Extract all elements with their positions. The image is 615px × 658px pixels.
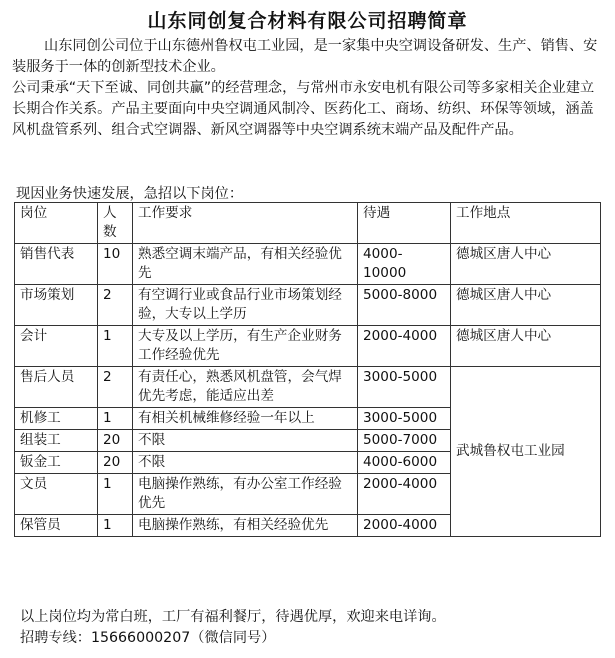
footer — [20, 607, 446, 649]
cell-location-merged: 武城鲁权屯工业园 — [451, 367, 601, 537]
cell-requirements: 有相关机械维修经验一年以上 — [133, 408, 358, 430]
cell-position: 市场策划 — [15, 285, 98, 326]
header-position: 岗位 — [15, 203, 98, 244]
job-table — [14, 202, 601, 537]
cell-location: 德城区唐人中心 — [451, 326, 601, 367]
header-count: 人数 — [98, 203, 133, 244]
cell-count: 1 — [98, 408, 133, 430]
cell-location: 德城区唐人中心 — [451, 285, 601, 326]
cell-count: 10 — [98, 244, 133, 285]
cell-salary: 4000-10000 — [358, 244, 451, 285]
cell-requirements: 不限 — [133, 452, 358, 474]
table-row — [15, 285, 601, 326]
cell-salary: 4000-6000 — [358, 452, 451, 474]
cell-salary: 5000-7000 — [358, 430, 451, 452]
cell-location: 德城区唐人中心 — [451, 244, 601, 285]
cell-salary: 3000-5000 — [358, 408, 451, 430]
hotline-label: 招聘专线： — [20, 630, 91, 646]
cell-salary: 5000-8000 — [358, 285, 451, 326]
footer-note: 以上岗位均为常白班，工厂有福利餐厅，待遇优厚，欢迎来电详询。 — [20, 609, 446, 625]
cell-position: 机修工 — [15, 408, 98, 430]
cell-requirements: 熟悉空调末端产品，有相关经验优先 — [133, 244, 358, 285]
cell-count: 1 — [98, 474, 133, 515]
cell-count: 20 — [98, 430, 133, 452]
intro-paragraph-2: 公司秉承“天下至诚、同创共赢”的经营理念，与常州市永安电机有限公司等多家相关企业建立长期合作关系。产品主要面向中央空调通风制冷、医药化工、商场、纺织、环保等领域，涵盖风机盘管系列、组合式空调器、新风空调器等中央空调系统末端产品及配件产品。 — [12, 80, 595, 138]
header-requirements: 工作要求 — [133, 203, 358, 244]
header-salary: 待遇 — [358, 203, 451, 244]
cell-count: 2 — [98, 285, 133, 326]
cell-position: 售后人员 — [15, 367, 98, 408]
cell-salary: 3000-5000 — [358, 367, 451, 408]
company-intro — [12, 36, 604, 141]
cell-salary: 2000-4000 — [358, 515, 451, 537]
cell-requirements: 电脑操作熟练，有办公室工作经验优先 — [133, 474, 358, 515]
cell-position: 保管员 — [15, 515, 98, 537]
cell-position: 销售代表 — [15, 244, 98, 285]
cell-requirements: 电脑操作熟练，有相关经验优先 — [133, 515, 358, 537]
page-title: 山东同创复合材料有限公司招聘简章 — [147, 10, 468, 32]
table-row — [15, 326, 601, 367]
table-row — [15, 367, 601, 408]
cell-count: 1 — [98, 515, 133, 537]
cell-salary: 2000-4000 — [358, 326, 451, 367]
cell-count: 2 — [98, 367, 133, 408]
intro-paragraph-1: 山东同创公司位于山东德州鲁权屯工业园，是一家集中央空调设备研发、生产、销售、安装服务于一体的创新型技术企业。 — [12, 38, 598, 75]
hotline-line — [20, 628, 446, 649]
table-row — [15, 244, 601, 285]
cell-position: 组装工 — [15, 430, 98, 452]
cell-position: 会计 — [15, 326, 98, 367]
cell-requirements: 大专及以上学历，有生产企业财务工作经验优先 — [133, 326, 358, 367]
cell-position: 钣金工 — [15, 452, 98, 474]
header-location: 工作地点 — [451, 203, 601, 244]
hotline-number[interactable]: 15666000207 — [90, 630, 191, 646]
cell-count: 1 — [98, 326, 133, 367]
cell-position: 文员 — [15, 474, 98, 515]
cell-requirements: 有责任心，熟悉风机盘管，会气焊优先考虑，能适应出差 — [133, 367, 358, 408]
hotline-note: （微信同号） — [190, 630, 276, 646]
cell-count: 20 — [98, 452, 133, 474]
cell-salary: 2000-4000 — [358, 474, 451, 515]
table-header-row — [15, 203, 601, 244]
hiring-lead-text: 现因业务快速发展，急招以下岗位： — [16, 186, 244, 202]
cell-requirements: 不限 — [133, 430, 358, 452]
cell-requirements: 有空调行业或食品行业市场策划经验，大专以上学历 — [133, 285, 358, 326]
